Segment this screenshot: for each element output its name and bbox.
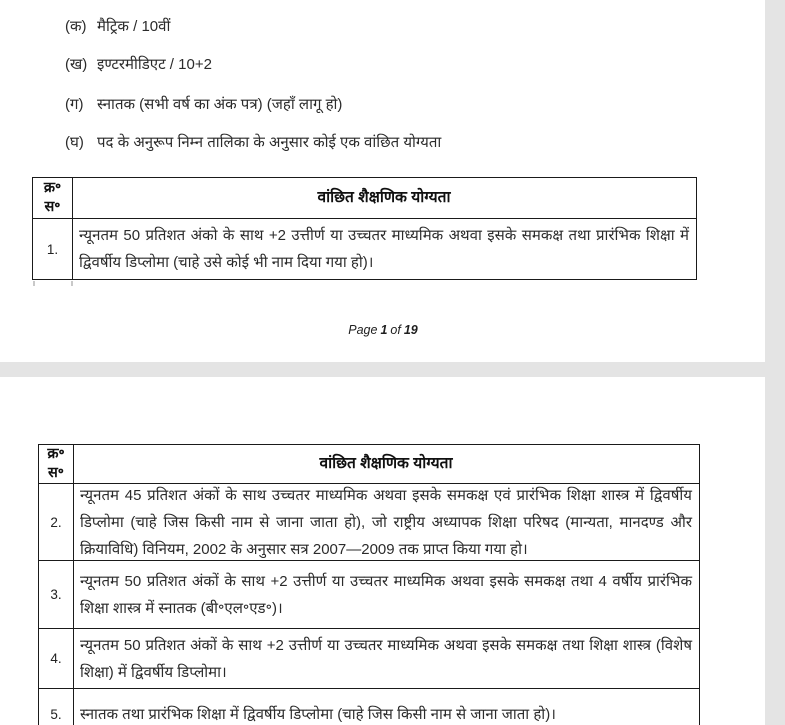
qualification-header-cell: [74, 445, 699, 483]
serial-cell: 3.: [39, 561, 74, 628]
list-item-text: स्नातक (सभी वर्ष का अंक पत्र) (जहाँ लागू हो): [97, 96, 343, 113]
qualification-table-page2: [38, 444, 700, 725]
qualification-header-cell: [73, 178, 696, 218]
qualification-text: न्यूनतम 45 प्रतिशत अंकों के साथ उच्चतर माध्यमिक अथवा इसके समकक्ष एवं प्रारंभिक शिक्षा शास्त्र में द्विवर्षीय डिप्लोमा (चाहे जिस किसी नाम से जाना जाता हो), जो राष्ट्रीय अध्यापक शिक्षा परिषद (मान्यता, मानदण्ड और क्रियाविधि) विनियम, 2002 के अनुसार सत्र 2007—2009 तक प्राप्त किया गया हो।: [80, 486, 692, 558]
serial-cell: 5.: [39, 689, 74, 725]
list-item-gha: [65, 132, 441, 154]
serial-cell: 1.: [33, 219, 73, 279]
table-border-remnant: [71, 281, 73, 286]
serial-header-line1: क्र॰: [43, 180, 62, 196]
serial-cell: 2.: [39, 484, 74, 560]
qualification-cell: [74, 629, 699, 688]
serial-header-cell: [33, 178, 73, 218]
list-item-text: मैट्रिक / 10वीं: [97, 18, 171, 35]
footer-current-page: 1: [380, 323, 388, 337]
serial-cell: 4.: [39, 629, 74, 688]
table-row: [39, 484, 699, 561]
list-item-label: (ख): [65, 56, 88, 73]
list-item-kha: [65, 54, 212, 76]
document-page-1: [0, 0, 765, 362]
table-border-remnant: [33, 281, 35, 286]
document-page-2: [0, 377, 765, 725]
footer-total-pages: 19: [403, 323, 418, 337]
serial-header-line2: स॰: [48, 465, 64, 481]
list-item-ka: [65, 16, 170, 38]
list-item-label: (ग): [65, 96, 84, 113]
list-item-label: (घ): [65, 134, 84, 151]
table-row: [33, 219, 696, 279]
qualification-text: न्यूनतम 50 प्रतिशत अंकों के साथ +2 उत्तीर्ण या उच्चतर माध्यमिक अथवा इसके समकक्ष तथा 4 वर्षीय प्रारंभिक शिक्षा शास्त्र में स्नातक (बी॰एल॰एड॰)।: [80, 572, 692, 617]
table-header-row: [39, 445, 699, 484]
serial-header-line1: क्र॰: [47, 446, 65, 462]
serial-header-line2: स॰: [44, 199, 61, 215]
page-break-gap: [0, 362, 765, 377]
table-row: [39, 689, 699, 725]
qualification-header-title: वांछित शैक्षणिक योग्यता: [317, 189, 451, 206]
list-item-text: पद के अनुरूप निम्न तालिका के अनुसार कोई एक वांछित योग्यता: [97, 134, 442, 151]
list-item-text: इण्टरमीडिएट / 10+2: [97, 56, 212, 73]
page-footer: [0, 321, 765, 339]
qualification-header-title: वांछित शैक्षणिक योग्यता: [319, 455, 453, 472]
qualification-text: न्यूनतम 50 प्रतिशत अंकों के साथ +2 उत्तीर्ण या उच्चतर माध्यमिक अथवा इसके समकक्ष तथा शिक्षा शास्त्र (विशेष शिक्षा) में द्विवर्षीय डिप्लोमा।: [80, 636, 692, 681]
footer-word-page: Page: [348, 323, 378, 337]
list-item-ga: [65, 94, 342, 116]
qualification-cell: [74, 484, 699, 560]
qualification-text: स्नातक तथा प्रारंभिक शिक्षा में द्विवर्षीय डिप्लोमा (चाहे जिस किसी नाम से जाना जाता हो)।: [80, 705, 556, 723]
footer-word-of: of: [390, 323, 401, 337]
qualification-cell: [74, 561, 699, 628]
table-row: [39, 561, 699, 629]
qualification-cell: [73, 219, 696, 279]
viewer-gutter: [765, 0, 785, 725]
list-item-label: (क): [65, 18, 87, 35]
qualification-text: न्यूनतम 50 प्रतिशत अंको के साथ +2 उत्तीर्ण या उच्चतर माध्यमिक अथवा इसके समकक्ष तथा प्रारंभिक शिक्षा में द्विवर्षीय डिप्लोमा (चाहे उसे कोई भी नाम दिया गया हो)।: [79, 227, 689, 271]
qualification-table-page1: [32, 177, 697, 280]
qualification-cell: [74, 689, 699, 725]
serial-header-cell: [39, 445, 74, 483]
table-header-row: [33, 178, 696, 219]
table-row: [39, 629, 699, 689]
